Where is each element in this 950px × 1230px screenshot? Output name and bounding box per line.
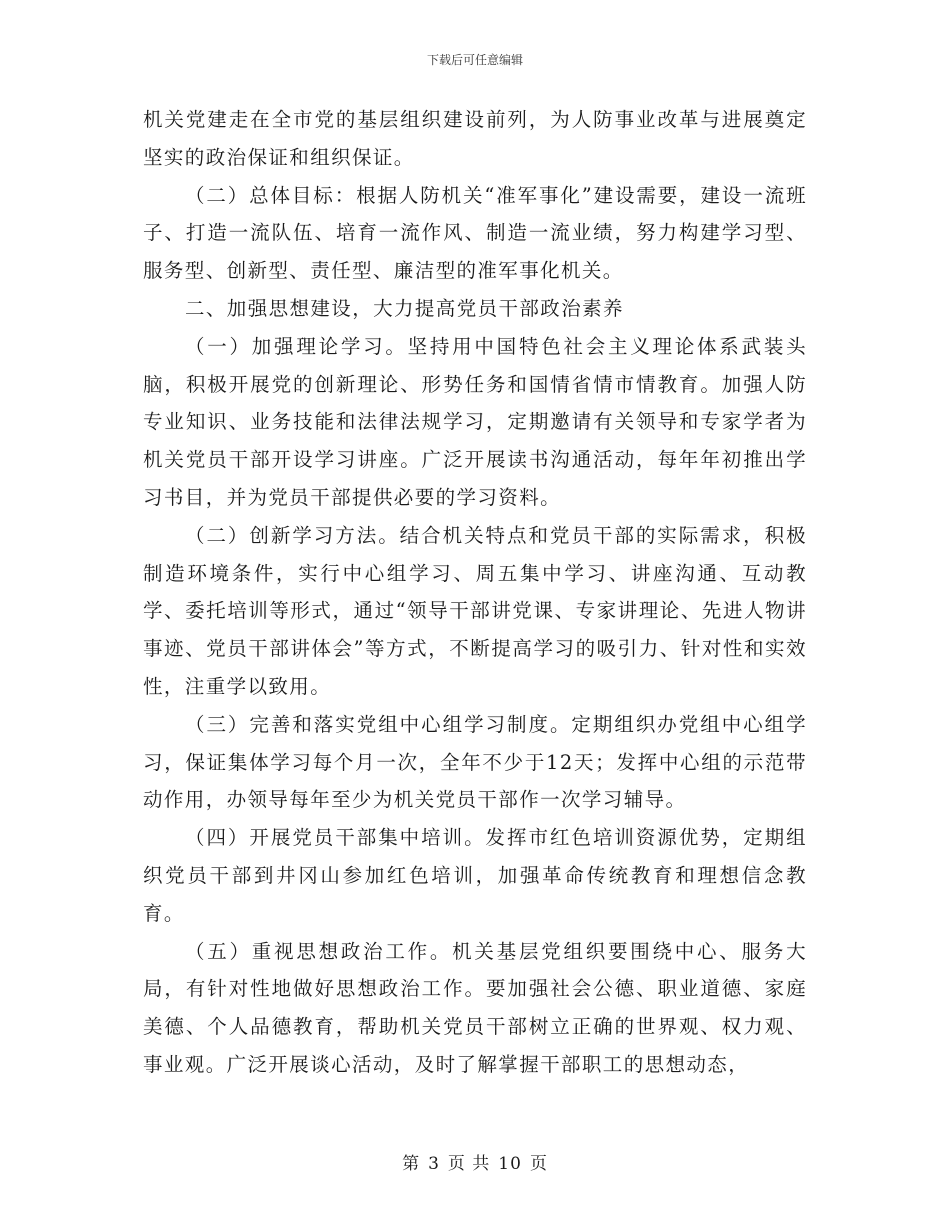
current-page-number: 3 — [428, 1154, 440, 1174]
paragraph-central-group-study: （三）完善和落实党组中心组学习制度。定期组织办党组中心组学习，保证集体学习每个月一次，全年不少于12天；发挥中心组的示范带动作用，办领导每年至少为机关党员干部作一次学习辅导。 — [143, 712, 807, 812]
paragraph-study-methods: （二）创新学习方法。结合机关特点和党员干部的实际需求，积极制造环境条件，实行中心组学习、周五集中学习、讲座沟通、互动教学、委托培训等形式，通过“领导干部讲党课、专家讲理论、先进人物讲事迹、党员干部讲体会”等方式，不断提高学习的吸引力、针对性和实效性，注重学以致用。 — [143, 523, 807, 698]
paragraph-centralized-training: （四）开展党员干部集中培训。发挥市红色培训资源优势，定期组织党员干部到井冈山参加红色培训，加强革命传统教育和理想信念教育。 — [143, 826, 807, 925]
footer-prefix: 第 — [402, 1154, 421, 1174]
paragraph-political-work: （五）重视思想政治工作。机关基层党组织要围绕中心、服务大局，有针对性地做好思想政治工作。要加强社会公德、职业道德、家庭美德、个人品德教育，帮助机关党员干部树立正确的世界观、权力观、事业观。广泛开展谈心活动，及时了解掌握干部职工的思想动态， — [143, 939, 807, 1076]
footer-suffix: 页 — [529, 1154, 548, 1174]
section-heading-ideological-building: 二、加强思想建设，大力提高党员干部政治素养 — [185, 296, 624, 320]
paragraph-theory-study: （一）加强理论学习。坚持用中国特色社会主义理论体系武装头脑，积极开展党的创新理论、形势任务和国情省情市情教育。加强人防专业知识、业务技能和法律法规学习，定期邀请有关领导和专家学者为机关党员干部开设学习讲座。广泛开展读书沟通活动，每年年初推出学习书目，并为党员干部提供必要的学习资料。 — [143, 334, 807, 509]
page-footer — [0, 1153, 950, 1175]
page-header: 下载后可任意编辑 — [426, 53, 523, 67]
total-pages-number: 10 — [498, 1154, 522, 1174]
paragraph-overall-goal: （二）总体目标：根据人防机关“准军事化”建设需要，建设一流班子、打造一流队伍、培育一流作风、制造一流业绩，努力构建学习型、服务型、创新型、责任型、廉洁型的准军事化机关。 — [143, 183, 807, 283]
document-body — [143, 101, 807, 1084]
paragraph-continuation: 机关党建走在全市党的基层组织建设前列，为人防事业改革与进展奠定坚实的政治保证和组织保证。 — [143, 108, 807, 169]
footer-middle: 页 共 — [447, 1154, 491, 1174]
